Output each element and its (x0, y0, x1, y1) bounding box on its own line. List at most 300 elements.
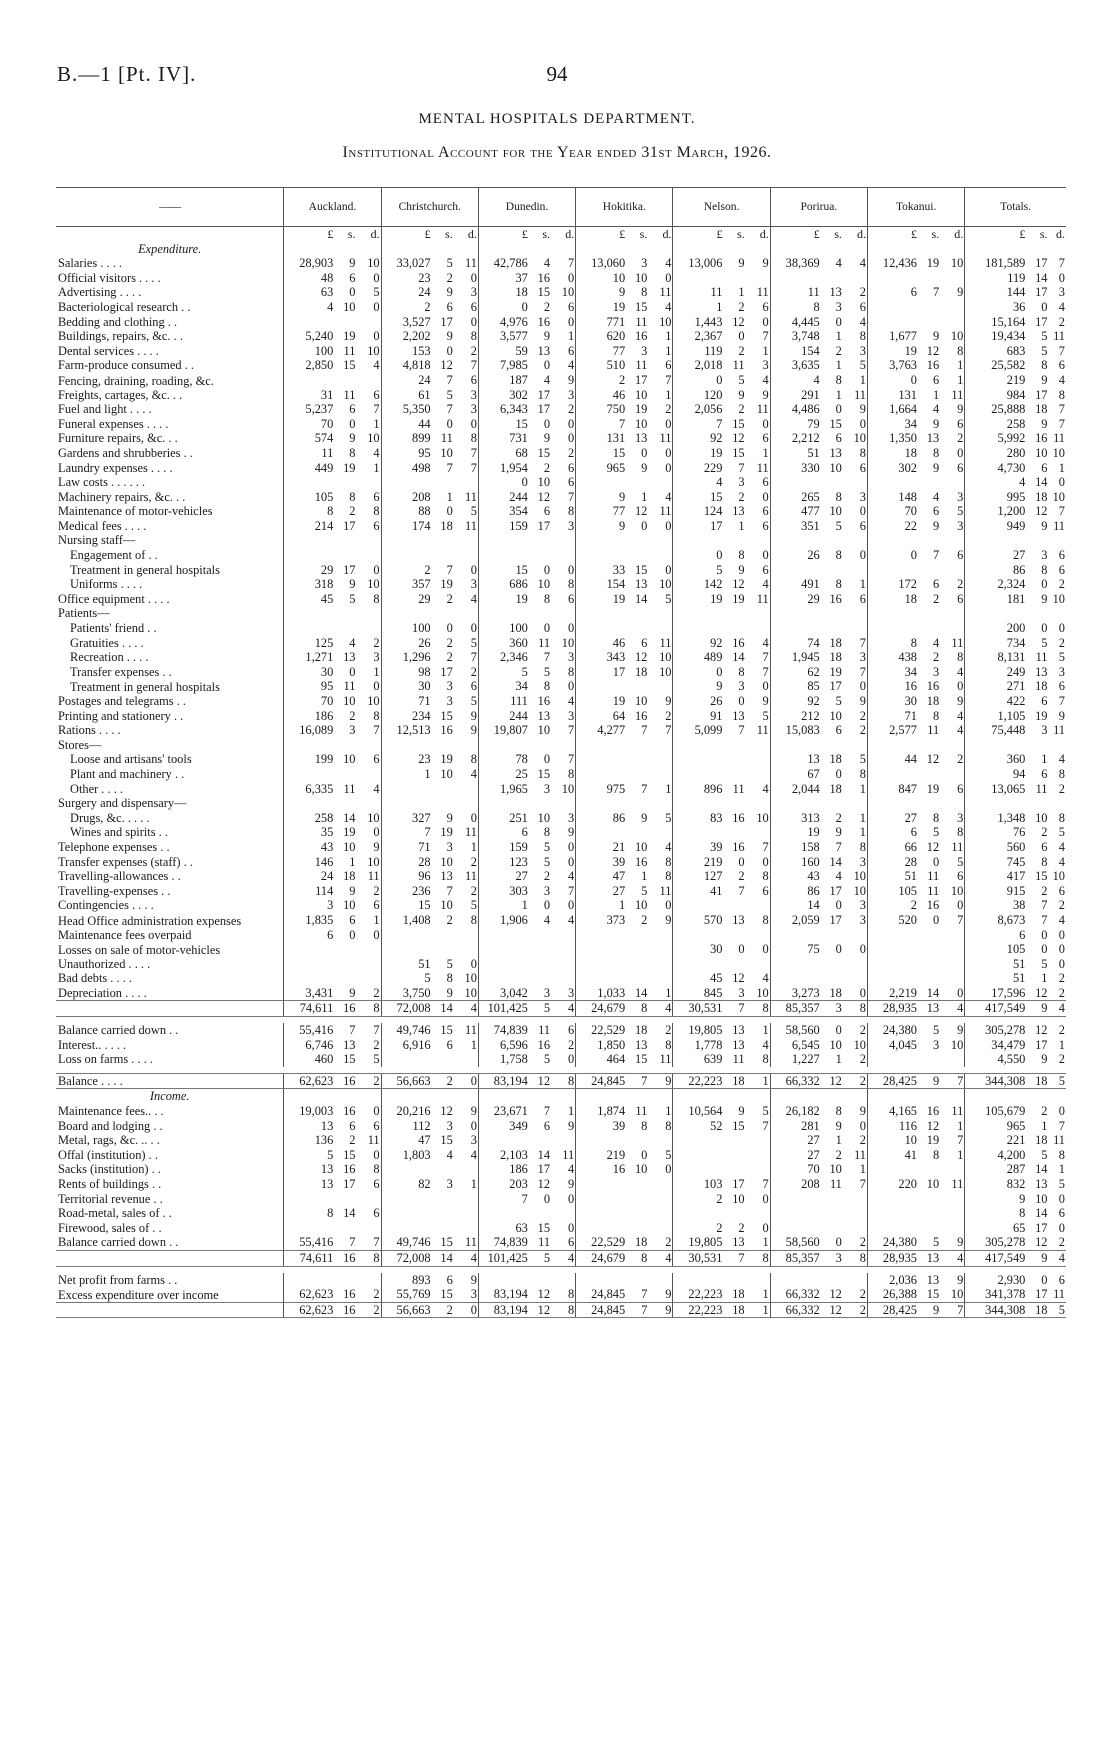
value-cell: 4 (835, 256, 842, 271)
value-cell: 39 (673, 840, 723, 855)
value-cell: 6 (762, 562, 769, 577)
value-cell: 105,679 (965, 1104, 1027, 1119)
row-label: Machinery repairs, &c. . . (58, 489, 186, 504)
value-cell (770, 271, 820, 286)
value-cell: 26 (673, 694, 723, 709)
table-row (56, 971, 1066, 986)
value-cell (576, 679, 626, 694)
value-cell: 8 (446, 971, 453, 986)
value-cell: 7,985 (478, 358, 528, 373)
value-cell (723, 606, 745, 621)
value-cell: 291 (770, 388, 820, 403)
value-cell: 29 (284, 563, 334, 578)
value-cell (454, 533, 479, 548)
row-label: Balance carried down . . (58, 1023, 179, 1038)
value-cell (478, 971, 528, 986)
value-cell: 12 (829, 1287, 842, 1302)
value-cell: 5 (543, 664, 551, 679)
value-cell: 18 (634, 1235, 648, 1250)
value-cell: 24,845 (576, 1302, 626, 1318)
value-cell (284, 767, 334, 782)
value-cell: 83 (673, 811, 723, 826)
value-cell: 18 (723, 1302, 745, 1318)
value-cell (940, 475, 965, 490)
table-row (56, 621, 1066, 636)
value-cell: 249 (965, 665, 1027, 680)
value-cell: 7 (567, 256, 575, 271)
value-cell: 1 (859, 825, 866, 840)
value-cell: 42,786 (478, 256, 528, 271)
value-cell: 0 (738, 942, 745, 957)
value-cell: 4,486 (770, 402, 820, 417)
value-cell: 3 (349, 723, 356, 738)
value-cell: 6 (1041, 839, 1048, 854)
value-cell: 9 (835, 1118, 842, 1133)
value-cell (626, 621, 648, 636)
value-cell: 574 (284, 431, 334, 446)
value-cell: 1,758 (478, 1052, 528, 1067)
value-cell: 4 (762, 577, 769, 592)
value-cell: 1 (932, 387, 940, 402)
unit-cell: £ (478, 227, 528, 242)
value-cell: 19 (576, 694, 626, 709)
value-cell: 11 (464, 825, 477, 840)
value-cell (746, 621, 771, 636)
value-cell: 7 (626, 1073, 648, 1089)
value-cell: 5 (859, 752, 866, 767)
value-cell (454, 548, 479, 563)
value-cell: 4,277 (576, 723, 626, 738)
value-cell: 10 (634, 270, 648, 285)
value-cell: 11 (635, 358, 648, 373)
value-cell: 5 (1049, 1302, 1067, 1318)
value-cell (868, 957, 918, 972)
value-cell: 3,750 (381, 986, 431, 1001)
value-cell (381, 1221, 431, 1236)
row-label: Medical fees . . . . (58, 518, 147, 533)
value-cell: 0 (1041, 621, 1048, 636)
value-cell: 9 (835, 825, 842, 840)
value-cell: 3 (641, 256, 648, 271)
value-cell (868, 1206, 918, 1221)
value-cell (918, 1192, 940, 1207)
value-cell: 8 (762, 912, 769, 927)
value-cell: 7 (381, 825, 431, 840)
value-cell: 11 (927, 723, 940, 738)
value-cell: 5 (529, 1001, 551, 1017)
value-cell (918, 606, 940, 621)
value-cell: 8 (932, 1147, 940, 1162)
value-cell: 8 (470, 329, 477, 344)
value-cell: 11 (951, 1177, 964, 1191)
value-cell: 9 (1041, 372, 1048, 387)
value-cell: 10 (659, 650, 672, 665)
value-cell: 16 (537, 270, 551, 285)
value-cell: 19 (634, 402, 648, 417)
value-cell: 5,350 (381, 402, 431, 417)
value-cell: 8,131 (965, 650, 1027, 665)
value-cell: 8 (356, 1001, 381, 1017)
table-row (56, 782, 1066, 797)
value-cell: 10 (367, 694, 380, 708)
value-cell (576, 971, 626, 986)
value-cell (648, 752, 673, 767)
table-row (56, 300, 1066, 315)
value-cell (918, 971, 940, 986)
value-cell: 5 (284, 1148, 334, 1163)
value-cell: 7 (835, 839, 842, 854)
unit-cell: d. (857, 227, 866, 241)
value-cell: 0 (932, 854, 940, 869)
value-cell: 11 (1035, 650, 1048, 665)
value-cell (381, 782, 431, 797)
value-cell (918, 621, 940, 636)
value-cell: 5 (373, 1052, 380, 1067)
value-cell: 17 (1035, 256, 1048, 271)
table-row (56, 665, 1066, 680)
value-cell: 9 (576, 285, 626, 300)
value-cell: 0 (835, 402, 842, 417)
value-cell: 491 (770, 577, 820, 592)
value-cell: 5 (446, 956, 453, 971)
value-cell: 2 (470, 664, 477, 679)
value-cell: 181 (965, 592, 1027, 607)
value-cell (454, 1221, 479, 1236)
value-cell (723, 621, 745, 636)
value-cell: 219 (576, 1148, 626, 1163)
value-cell: 9 (957, 402, 964, 417)
value-cell: 9 (762, 256, 769, 271)
value-cell (648, 928, 673, 943)
value-cell: 244 (478, 709, 528, 724)
value-cell (551, 548, 576, 563)
empty-cell (432, 1089, 454, 1104)
value-cell: 14 (634, 591, 648, 606)
value-cell (284, 796, 334, 811)
value-cell: 12 (926, 839, 940, 854)
value-cell (770, 1273, 820, 1288)
value-cell: 0 (738, 329, 745, 344)
value-cell: 34 (868, 417, 918, 432)
value-cell (1026, 796, 1048, 811)
value-cell: 7 (446, 460, 453, 475)
value-cell: 2 (1058, 635, 1065, 650)
value-cell: 22,223 (673, 1073, 723, 1089)
value-cell: 464 (576, 1052, 626, 1067)
value-cell: 0 (1058, 1104, 1065, 1119)
value-cell: 15 (343, 358, 356, 373)
value-cell: 2 (665, 1235, 672, 1250)
value-cell: 11 (659, 285, 672, 300)
value-cell: 34,479 (965, 1038, 1027, 1053)
value-cell (843, 928, 868, 943)
value-cell: 9 (1058, 708, 1065, 723)
value-cell: 8 (965, 1206, 1027, 1221)
value-cell: 14 (537, 1147, 551, 1162)
value-cell (868, 300, 918, 315)
value-cell (746, 928, 771, 943)
row-label: Recreation . . . . (70, 650, 149, 665)
value-cell: 17 (537, 402, 551, 417)
value-cell: 72,008 (381, 1250, 431, 1266)
value-cell: 2,850 (284, 358, 334, 373)
value-cell: 8 (567, 577, 575, 592)
empty-cell (1026, 1089, 1048, 1104)
value-cell: 6 (567, 299, 575, 314)
value-cell (918, 563, 940, 578)
value-cell: 28,425 (868, 1073, 918, 1089)
value-cell: 77 (576, 504, 626, 519)
value-cell (576, 767, 626, 782)
value-cell: 4 (762, 635, 769, 650)
value-cell: 965 (576, 461, 626, 476)
value-cell: 965 (965, 1119, 1027, 1134)
value-cell: 3 (567, 387, 575, 402)
value-cell (529, 796, 551, 811)
value-cell: 187 (478, 373, 528, 388)
value-cell: 258 (965, 417, 1027, 432)
value-cell: 8 (665, 854, 672, 869)
value-cell (940, 621, 965, 636)
value-cell: 344,308 (965, 1302, 1027, 1318)
value-cell: 45 (284, 592, 334, 607)
value-cell: 9 (932, 518, 940, 533)
value-cell: 745 (965, 855, 1027, 870)
value-cell: 15,164 (965, 315, 1027, 330)
value-cell: 0 (567, 270, 575, 285)
value-cell: 11 (367, 1133, 380, 1148)
value-cell: 18 (343, 869, 356, 884)
value-cell: 103 (673, 1177, 723, 1192)
value-cell: 7 (1041, 898, 1048, 913)
table-row (56, 1073, 1066, 1089)
value-cell (648, 971, 673, 986)
unit-cell: £ (576, 227, 626, 242)
value-cell: 8 (932, 445, 940, 460)
row-label: Interest.. . . . . (58, 1037, 127, 1052)
value-cell: 51 (868, 869, 918, 884)
empty-cell (334, 1089, 356, 1104)
empty-cell (576, 242, 626, 257)
value-cell: 7 (762, 1118, 769, 1133)
value-cell: 0 (835, 1235, 842, 1250)
value-cell (576, 1192, 626, 1207)
value-cell: 734 (965, 636, 1027, 651)
value-cell: 45 (673, 971, 723, 986)
value-cell: 287 (965, 1162, 1027, 1177)
row-label: Rents of buildings . . (58, 1177, 162, 1191)
table-row (56, 1287, 1066, 1302)
value-cell: 39 (576, 855, 626, 870)
value-cell: 16 (926, 679, 940, 694)
value-cell: 18 (1035, 402, 1048, 417)
value-cell: 7 (940, 1302, 965, 1318)
value-cell: 341,378 (965, 1287, 1027, 1302)
value-cell: 100 (478, 621, 528, 636)
value-cell: 2 (432, 1073, 454, 1089)
value-cell: 0 (738, 854, 745, 869)
value-cell: 92 (770, 694, 820, 709)
value-cell: 24 (381, 285, 431, 300)
value-cell: 1,408 (381, 913, 431, 928)
value-cell: 4 (762, 372, 769, 387)
value-cell: 10 (950, 883, 964, 898)
value-cell: 5 (543, 1052, 551, 1067)
value-cell: 8 (835, 1104, 842, 1119)
value-cell (381, 1052, 431, 1067)
value-cell: 0 (762, 416, 769, 431)
value-cell: 0 (859, 504, 866, 519)
value-cell (576, 752, 626, 767)
value-cell: 2 (349, 1133, 356, 1148)
value-cell (454, 782, 479, 797)
value-cell: 11 (756, 591, 769, 606)
value-cell: 27 (478, 869, 528, 884)
unit-cell: d. (467, 227, 477, 241)
empty-cell (284, 242, 334, 257)
value-cell: 4,200 (965, 1148, 1027, 1163)
value-cell: 0 (673, 373, 723, 388)
table-row (56, 752, 1066, 767)
value-cell: 11 (659, 635, 672, 650)
total-row (56, 1250, 1066, 1266)
value-cell: 8 (762, 869, 769, 884)
account-title: Institutional Account for the Year ended 31st March, 1926. (342, 144, 772, 161)
value-cell: 19 (440, 752, 453, 767)
value-cell (940, 767, 965, 782)
value-cell: 13 (732, 1023, 745, 1038)
value-cell (918, 315, 940, 330)
value-cell: 3 (373, 650, 380, 665)
table-row (56, 811, 1066, 826)
value-cell (529, 1133, 551, 1148)
value-cell: 5 (1049, 1073, 1067, 1089)
value-cell: 10 (1035, 1191, 1048, 1206)
value-cell: 8 (470, 752, 477, 767)
value-cell: 7 (738, 460, 745, 475)
value-cell: 11 (464, 1023, 477, 1038)
value-cell: 1 (762, 445, 769, 460)
value-cell: 14 (432, 1001, 454, 1017)
value-cell: 15 (478, 563, 528, 578)
value-cell: 0 (1041, 299, 1048, 314)
value-cell: 6 (446, 1272, 453, 1287)
value-cell: 1,350 (868, 431, 918, 446)
row-label (56, 1302, 284, 1318)
value-cell: 1 (478, 898, 528, 913)
value-cell: 6 (567, 475, 575, 490)
value-cell (821, 606, 843, 621)
value-cell: 12 (440, 358, 453, 373)
value-cell: 15 (537, 1220, 551, 1235)
value-cell: 101,425 (478, 1250, 528, 1266)
value-cell: 15 (440, 1287, 453, 1302)
value-cell: 17 (1035, 1287, 1048, 1302)
table-row (56, 388, 1066, 403)
value-cell (551, 942, 576, 957)
value-cell: 0 (470, 956, 477, 971)
value-cell: 221 (965, 1133, 1027, 1148)
value-cell: 2 (1058, 985, 1065, 1000)
value-cell: 9 (446, 985, 453, 1000)
value-cell: 4 (665, 299, 672, 314)
value-cell: 19,805 (673, 1023, 723, 1038)
value-cell: 302 (478, 388, 528, 403)
value-cell: 56,663 (381, 1073, 431, 1089)
value-cell: 349 (478, 1119, 528, 1134)
value-cell: 1 (835, 387, 842, 402)
value-cell: 22,223 (673, 1302, 723, 1318)
value-cell: 19,434 (965, 329, 1027, 344)
value-cell: 2 (738, 299, 745, 314)
value-cell: 7 (762, 329, 769, 344)
value-cell: 10 (464, 985, 477, 1000)
value-cell: 78 (478, 752, 528, 767)
value-cell (576, 475, 626, 490)
value-cell: 899 (381, 431, 431, 446)
value-cell: 0 (859, 985, 866, 1000)
value-cell: 2,219 (868, 986, 918, 1001)
table-row (56, 373, 1066, 388)
value-cell: 0 (859, 679, 866, 694)
table-row (56, 1235, 1066, 1250)
value-cell (284, 1221, 334, 1236)
value-cell (356, 942, 381, 957)
row-label: Maintenance fees.. . . (58, 1104, 164, 1119)
value-cell: 2 (381, 300, 431, 315)
value-cell: 8 (470, 912, 477, 927)
value-cell (940, 942, 965, 957)
table-row (56, 636, 1066, 651)
value-cell: 3 (446, 1177, 453, 1191)
value-cell: 5 (665, 591, 672, 606)
row-label: Head Office administration expenses (58, 913, 242, 928)
row-label: Territorial revenue . . (58, 1191, 163, 1206)
value-cell: 0 (470, 621, 477, 636)
value-cell: 13,006 (673, 256, 723, 271)
value-cell: 0 (673, 665, 723, 680)
column-header-dunedin: Dunedin. (478, 188, 575, 227)
value-cell (478, 548, 528, 563)
value-cell (551, 1133, 576, 1148)
value-cell (356, 796, 381, 811)
value-cell: 10 (537, 810, 551, 825)
value-cell: 2 (543, 460, 551, 475)
value-cell: 17 (440, 664, 453, 679)
value-cell: 14 (1035, 475, 1048, 490)
value-cell: 0 (1041, 577, 1048, 592)
value-cell: 2,018 (673, 358, 723, 373)
value-cell: 19 (343, 329, 356, 344)
empty-cell (746, 242, 771, 257)
value-cell (843, 1206, 868, 1221)
value-cell (821, 971, 843, 986)
value-cell: 11 (659, 504, 672, 519)
row-label: Maintenance of motor-vehicles (58, 504, 213, 519)
value-cell: 11 (367, 869, 380, 884)
value-cell: 438 (868, 650, 918, 665)
row-label: Other . . . . (70, 781, 123, 796)
unit-cell: d. (759, 227, 769, 241)
value-cell (1049, 738, 1067, 753)
value-cell: 22,529 (576, 1023, 626, 1038)
value-cell (940, 1162, 965, 1177)
value-cell: 14 (634, 985, 648, 1000)
value-cell: 28,935 (868, 1001, 918, 1017)
value-cell: 26,388 (868, 1287, 918, 1302)
value-cell: 7 (859, 1177, 866, 1191)
value-cell: 3,577 (478, 329, 528, 344)
